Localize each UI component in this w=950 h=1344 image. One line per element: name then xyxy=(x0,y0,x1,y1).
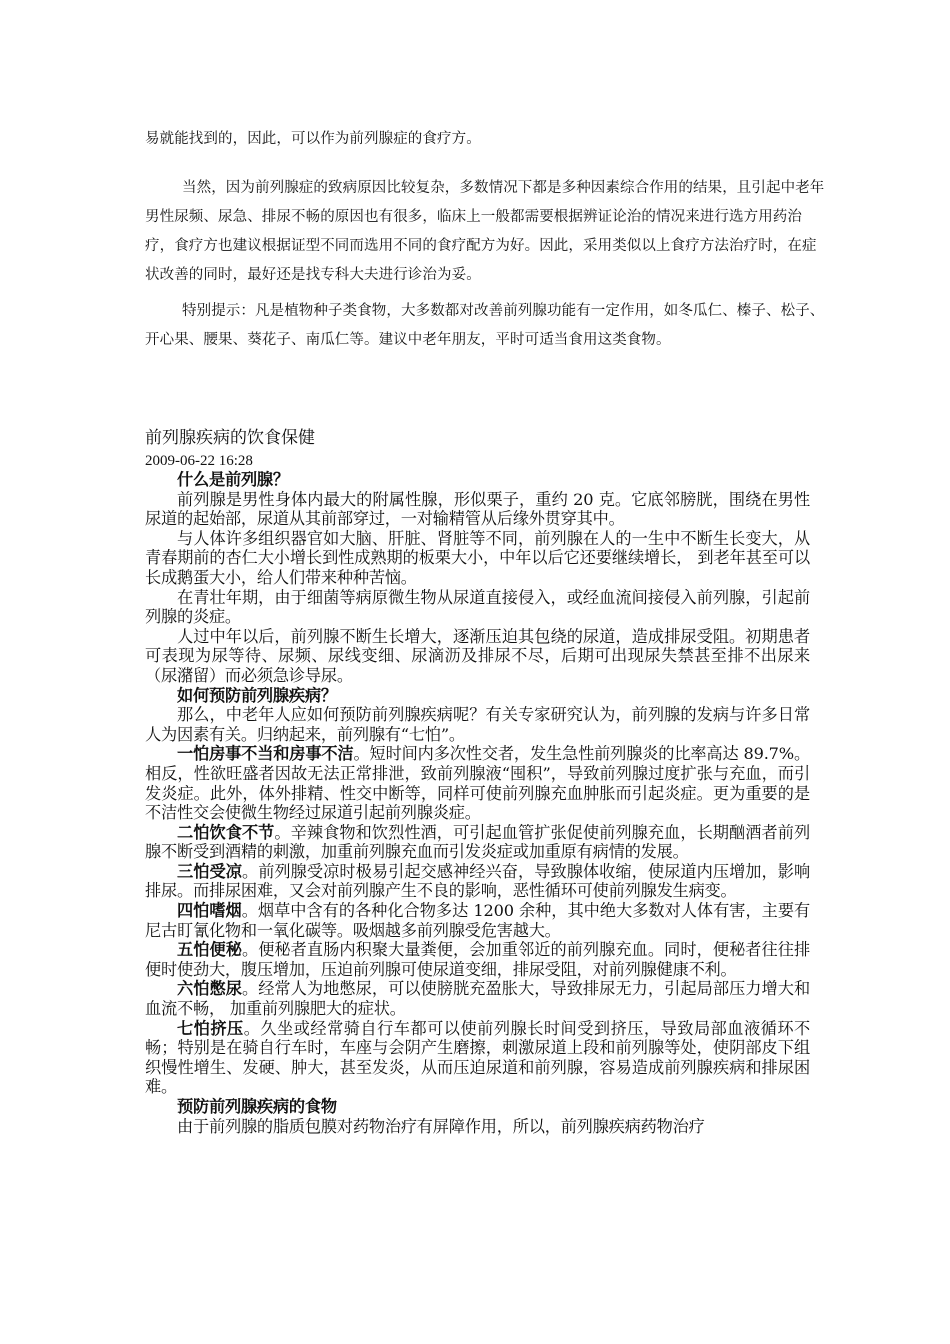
fear-text: 。短时间内多次性交者，发生急性前列腺炎的比率高达 89.7%。相反，性欲旺盛者因故无法正常排泄，致前列腺液“囤积”，导致前列腺过度扩张与充血，而引发炎症。此外，体外排精、性交中断等，同样可使前列腺充血肿胀而引起炎症。更为重要的是不洁性交会使微生物经过尿道引起前列腺炎症。 xyxy=(145,744,810,823)
fear-label: 七怕挤压 xyxy=(177,1018,244,1038)
fear-text: 。辛辣食物和饮烈性酒，可引起血管扩张促使前列腺充血，长期酗酒者前列腺不断受到酒精的刺激，加重前列腺充血而引发炎症或加重原有病情的发展。 xyxy=(145,822,810,862)
article-date: 2009-06-22 16:28 xyxy=(145,453,253,469)
fear-text: 。经常人为地憋尿，可以使膀胱充盈胀大，导致排尿无力，引起局部压力增大和血流不畅， 加重前列腺肥大的症状。 xyxy=(145,979,810,1019)
fear-item-1 xyxy=(145,744,810,822)
body-paragraph: 人过中年以后，前列腺不断生长增大，逐渐压迫其包绕的尿道，造成排尿受阻。初期患者可表现为尿等待、尿频、尿线变细、尿滴沥及排尿不尽，后期可出现尿失禁甚至排不出尿来（尿潴留）而必须急诊导尿。 xyxy=(145,626,810,685)
body-paragraph: 在青壮年期，由于细菌等病原微生物从尿道直接侵入，或经血流间接侵入前列腺，引起前列腺的炎症。 xyxy=(145,587,810,627)
body-paragraph: 前列腺是男性身体内最大的附属性腺，形似栗子，重约 20 克。它底邻膀胱，围绕在男性尿道的起始部，尿道从其前部穿过，一对输精管从后缘外贯穿其中。 xyxy=(145,489,810,529)
body-paragraph: 那么，中老年人应如何预防前列腺疾病呢？有关专家研究认为，前列腺的发病与许多日常人为因素有关。归纳起来，前列腺有“七怕”。 xyxy=(145,705,810,744)
fear-text: 。久坐或经常骑自行车都可以使前列腺长时间受到挤压，导致局部血液循环不畅；特别是在骑自行车时，车座与会阴产生磨擦，刺激尿道上段和前列腺等处，使阴部皮下组织慢性增生、发硬、肿大，甚至发炎，从而压迫尿道和前列腺，容易造成前列腺疾病和排尿困难。 xyxy=(145,1018,810,1097)
heading-what-is-prostate: 什么是前列腺？ xyxy=(177,470,289,489)
fear-item-2 xyxy=(145,823,810,862)
fear-label: 一怕房事不当和房事不洁 xyxy=(177,744,354,764)
heading-prevention-foods: 预防前列腺疾病的食物 xyxy=(177,1097,337,1116)
article-body xyxy=(145,470,810,1136)
fear-item-4 xyxy=(145,901,810,940)
fear-label: 四怕嗜烟 xyxy=(177,901,242,921)
intro-paragraph-2: 特别提示：凡是植物种子类食物，大多数都对改善前列腺功能有一定作用，如冬瓜仁、榛子、松子、开心果、腰果、葵花子、南瓜仁等。建议中老年朋友，平时可适当食用这类食物。 xyxy=(145,303,825,348)
heading-prevention: 如何预防前列腺疾病？ xyxy=(177,685,337,705)
fear-item-5 xyxy=(145,940,810,979)
fear-item-6 xyxy=(145,979,810,1018)
intro-paragraph-0: 易就能找到的，因此，可以作为前列腺症的食疗方。 xyxy=(145,131,481,147)
fear-label: 二怕饮食不节 xyxy=(177,822,275,842)
fear-label: 三怕受凉 xyxy=(177,861,242,881)
fear-label: 六怕憋尿 xyxy=(177,979,242,999)
fear-text: 。前列腺受凉时极易引起交感神经兴奋，导致腺体收缩，使尿道内压增加，影响排尿。而排尿困难，又会对前列腺产生不良的影响，恶性循环可使前列腺发生病变。 xyxy=(145,861,810,901)
fear-text: 。烟草中含有的各种化合物多达 1200 余种，其中绝大多数对人体有害，主要有尼古盯氰化物和一氧化碳等。吸烟越多前列腺受危害越大。 xyxy=(145,901,811,940)
fear-item-3 xyxy=(145,862,810,901)
fear-label: 五怕便秘 xyxy=(177,940,242,960)
article-title: 前列腺疾病的饮食保健 xyxy=(145,428,315,448)
intro-paragraph-1: 当然，因为前列腺症的致病原因比较复杂，多数情况下都是多种因素综合作用的结果，且引起中老年男性尿频、尿急、排尿不畅的原因也有很多，临床上一般都需要根据辨证论治的情况来进行选方用药治疗，食疗方也建议根据证型不同而选用不同的食疗配方为好。因此，采用类似以上食疗方法治疗时，在症状改善的同时，最好还是找专科大夫进行诊治为妥。 xyxy=(145,180,825,283)
body-paragraph: 由于前列腺的脂质包膜对药物治疗有屏障作用，所以，前列腺疾病药物治疗 xyxy=(177,1116,705,1136)
fear-item-7 xyxy=(145,1019,810,1097)
fear-text: 。便秘者直肠内积聚大量粪便，会加重邻近的前列腺充血。同时，便秘者往往排便时使劲大，腹压增加，压迫前列腺可使尿道变细，排尿受阻，对前列腺健康不利。 xyxy=(145,940,810,979)
body-paragraph: 与人体许多组织器官如大脑、肝脏、肾脏等不同，前列腺在人的一生中不断生长变大，从青春期前的杏仁大小增长到性成熟期的板栗大小，中年以后它还要继续增长， 到老年甚至可以长成鹅蛋大小，给人们带来种种苦恼。 xyxy=(145,528,810,587)
